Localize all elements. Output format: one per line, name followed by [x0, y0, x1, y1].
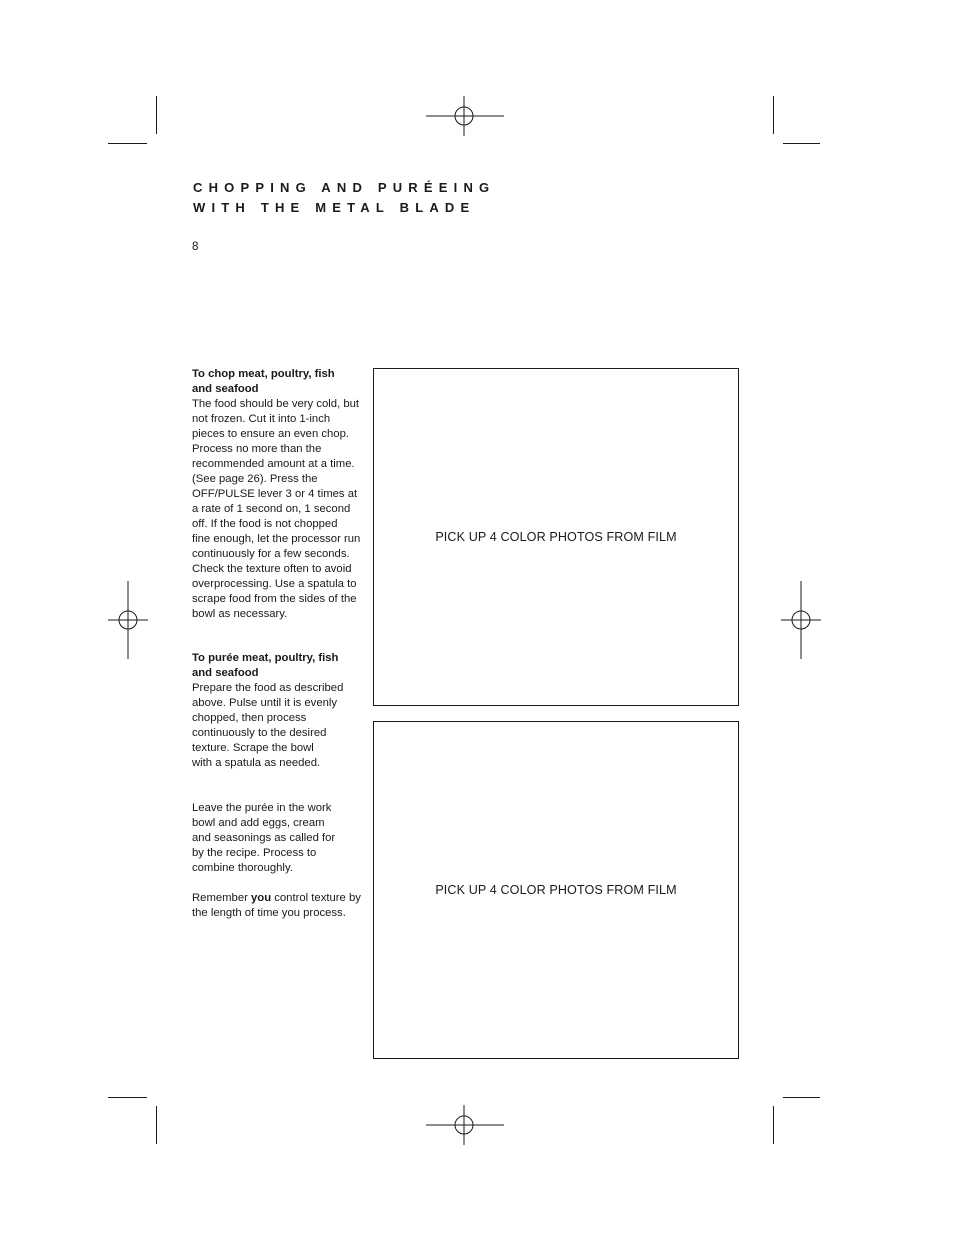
body-line: Check the texture often to avoid [192, 563, 352, 575]
crop-mark-bottom-right-horizontal [783, 1097, 820, 1098]
body-line: by the recipe. Process to [192, 847, 317, 859]
remember-line-1 [192, 891, 364, 906]
photo-placeholder-bottom [373, 721, 739, 1059]
registration-mark-left-icon [108, 581, 148, 659]
remember-prefix: Remember [192, 892, 252, 904]
section-chop-heading-line-1: To chop meat, poultry, fish [192, 368, 335, 380]
crop-mark-top-left-vertical [156, 96, 157, 134]
section-puree-heading-line-1: To purée meat, poultry, fish [192, 652, 339, 664]
body-line: The food should be very cold, but [192, 398, 360, 410]
body-line: a rate of 1 second on, 1 second [192, 503, 351, 515]
photo-placeholder-top-label: PICK UP 4 COLOR PHOTOS FROM FILM [435, 530, 677, 544]
crop-mark-top-right-vertical [773, 96, 774, 134]
body-line: OFF/PULSE lever 3 or 4 times at [192, 488, 358, 500]
body-line: Prepare the food as described [192, 682, 344, 694]
body-line: with a spatula as needed. [192, 757, 321, 769]
body-line: texture. Scrape the bowl [192, 742, 314, 754]
page-number: 8 [192, 241, 199, 253]
body-line: overprocessing. Use a spatula to [192, 578, 357, 590]
body-line: pieces to ensure an even chop. [192, 428, 350, 440]
body-line: Process no more than the [192, 443, 322, 455]
registration-mark-right-icon [781, 581, 821, 659]
body-line: combine thoroughly. [192, 862, 293, 874]
body-line: off. If the food is not chopped [192, 518, 338, 530]
registration-mark-bottom-icon [426, 1105, 504, 1145]
body-line: (See page 26). Press the [192, 473, 318, 485]
remember-emphasis: you [251, 892, 272, 904]
body-line: continuously for a few seconds. [192, 548, 350, 560]
remember-suffix: control texture by [271, 892, 361, 904]
body-line: continuously to the desired [192, 727, 327, 739]
crop-mark-bottom-right-vertical [773, 1106, 774, 1144]
crop-mark-top-left-horizontal [108, 143, 147, 144]
section-puree-heading-line-2: and seafood [192, 667, 259, 679]
page-title [193, 178, 495, 218]
body-line: not frozen. Cut it into 1-inch [192, 413, 331, 425]
body-line: above. Pulse until it is evenly [192, 697, 338, 709]
paragraph-remember [192, 891, 364, 921]
body-line: bowl and add eggs, cream [192, 817, 325, 829]
paragraph-leave-puree [192, 801, 364, 876]
crop-mark-bottom-left-horizontal [108, 1097, 147, 1098]
body-line: bowl as necessary. [192, 608, 288, 620]
body-line: recommended amount at a time. [192, 458, 355, 470]
photo-placeholder-bottom-label: PICK UP 4 COLOR PHOTOS FROM FILM [435, 883, 677, 897]
body-line: and seasonings as called for [192, 832, 336, 844]
crop-mark-bottom-left-vertical [156, 1106, 157, 1144]
section-chop [192, 367, 364, 622]
page-title-line-2: WITH THE METAL BLADE [193, 200, 476, 215]
page-title-line-1: CHOPPING AND PURÉEING [193, 180, 496, 195]
body-line: chopped, then process [192, 712, 307, 724]
body-line: fine enough, let the processor run [192, 533, 361, 545]
body-line: scrape food from the sides of the [192, 593, 357, 605]
crop-mark-top-right-horizontal [783, 143, 820, 144]
body-line: Leave the purée in the work [192, 802, 332, 814]
remember-line-2: the length of time you process. [192, 907, 346, 919]
section-puree [192, 651, 364, 771]
photo-placeholder-top [373, 368, 739, 706]
registration-mark-top-icon [426, 96, 504, 136]
section-chop-heading-line-2: and seafood [192, 383, 259, 395]
